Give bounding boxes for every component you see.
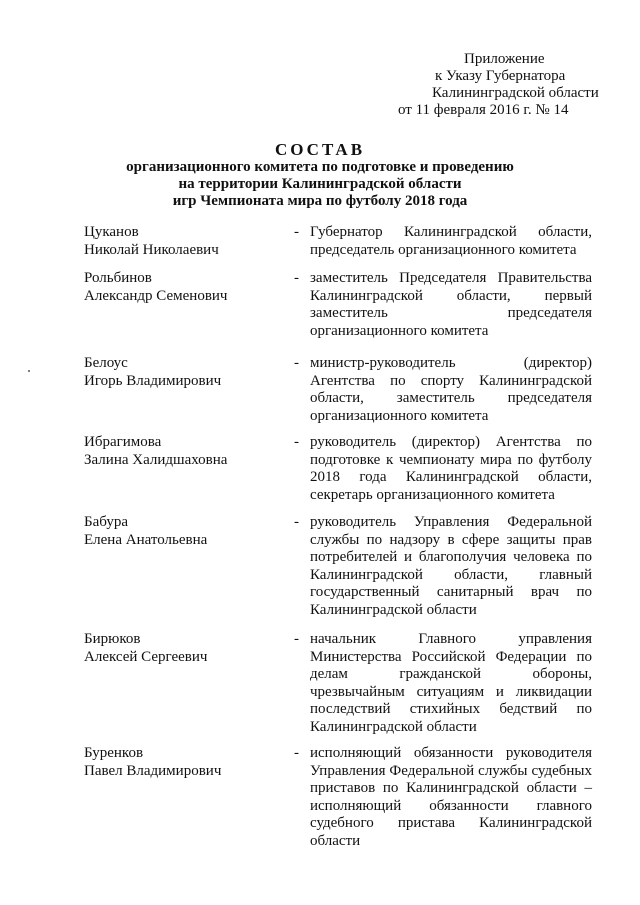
member-dash: - xyxy=(294,514,299,530)
member-name xyxy=(84,631,284,666)
member-given-name: Николай Николаевич xyxy=(84,241,219,258)
member-given-name: Игорь Владимирович xyxy=(84,372,222,389)
appendix-date-number: от 11 февраля 2016 г. № 14 xyxy=(398,102,569,118)
member-surname: Рольбинов xyxy=(84,270,152,286)
document-title xyxy=(60,141,580,210)
member-dash: - xyxy=(294,745,299,761)
member-name xyxy=(84,270,284,305)
member-name xyxy=(84,745,284,780)
member-role: министр-руководитель (директор) Агентства по спорту Калининградской области, заместитель председателя организационного комитета xyxy=(310,355,592,424)
member-dash: - xyxy=(294,224,299,240)
scan-speck xyxy=(28,370,30,372)
member-given-name: Залина Халидшаховна xyxy=(84,451,228,468)
member-surname: Цуканов xyxy=(84,224,139,240)
member-dash: - xyxy=(294,270,299,286)
member-name xyxy=(84,355,284,390)
member-role: руководитель Управления Федеральной службы по надзору в сфере защиты прав потребителей и благополучия человека по Калининградской области, главный государственный санитарный врач по Калининградской области xyxy=(310,514,592,618)
title-heading: СОСТАВ xyxy=(274,140,366,159)
member-dash: - xyxy=(294,434,299,450)
member-dash: - xyxy=(294,631,299,647)
member-name xyxy=(84,434,284,469)
member-given-name: Павел Владимирович xyxy=(84,762,222,779)
member-given-name: Александр Семенович xyxy=(84,287,228,304)
appendix-header xyxy=(390,51,610,119)
appendix-label: Приложение xyxy=(464,51,545,67)
member-given-name: Елена Анатольевна xyxy=(84,531,208,548)
member-name xyxy=(84,514,284,549)
member-surname: Бабура xyxy=(84,514,128,530)
member-role: начальник Главного управления Министерства Российской Федерации по делам гражданской обороны, чрезвычайным ситуациям и ликвидации последствий стихийных бедствий по Калининградской области xyxy=(310,631,592,735)
member-surname: Белоус xyxy=(84,355,128,371)
appendix-region: Калининградской области xyxy=(432,85,599,101)
member-role: заместитель Председателя Правительства Калининградской области, первый заместитель председателя организационного комитета xyxy=(310,270,592,339)
title-line-1: организационного комитета по подготовке и проведению xyxy=(126,159,514,175)
member-dash: - xyxy=(294,355,299,371)
member-role: исполняющий обязанности руководителя Управления Федеральной службы судебных приставов по Калининградской области – исполняющий обязанности главного судебного пристава Калининградской области xyxy=(310,745,592,849)
member-role: Губернатор Калининградской области, председатель организационного комитета xyxy=(310,224,592,258)
member-surname: Бирюков xyxy=(84,631,141,647)
member-role: руководитель (директор) Агентства по подготовке к чемпионату мира по футболу 2018 года Калининградской области, секретарь организационного комитета xyxy=(310,434,592,503)
member-surname: Буренков xyxy=(84,745,144,761)
appendix-decree-ref: к Указу Губернатора xyxy=(435,68,566,84)
member-surname: Ибрагимова xyxy=(84,434,162,450)
title-line-2: на территории Калининградской области xyxy=(178,176,462,192)
member-given-name: Алексей Сергеевич xyxy=(84,648,208,665)
title-line-3: игр Чемпионата мира по футболу 2018 года xyxy=(172,193,468,209)
member-name xyxy=(84,224,284,259)
